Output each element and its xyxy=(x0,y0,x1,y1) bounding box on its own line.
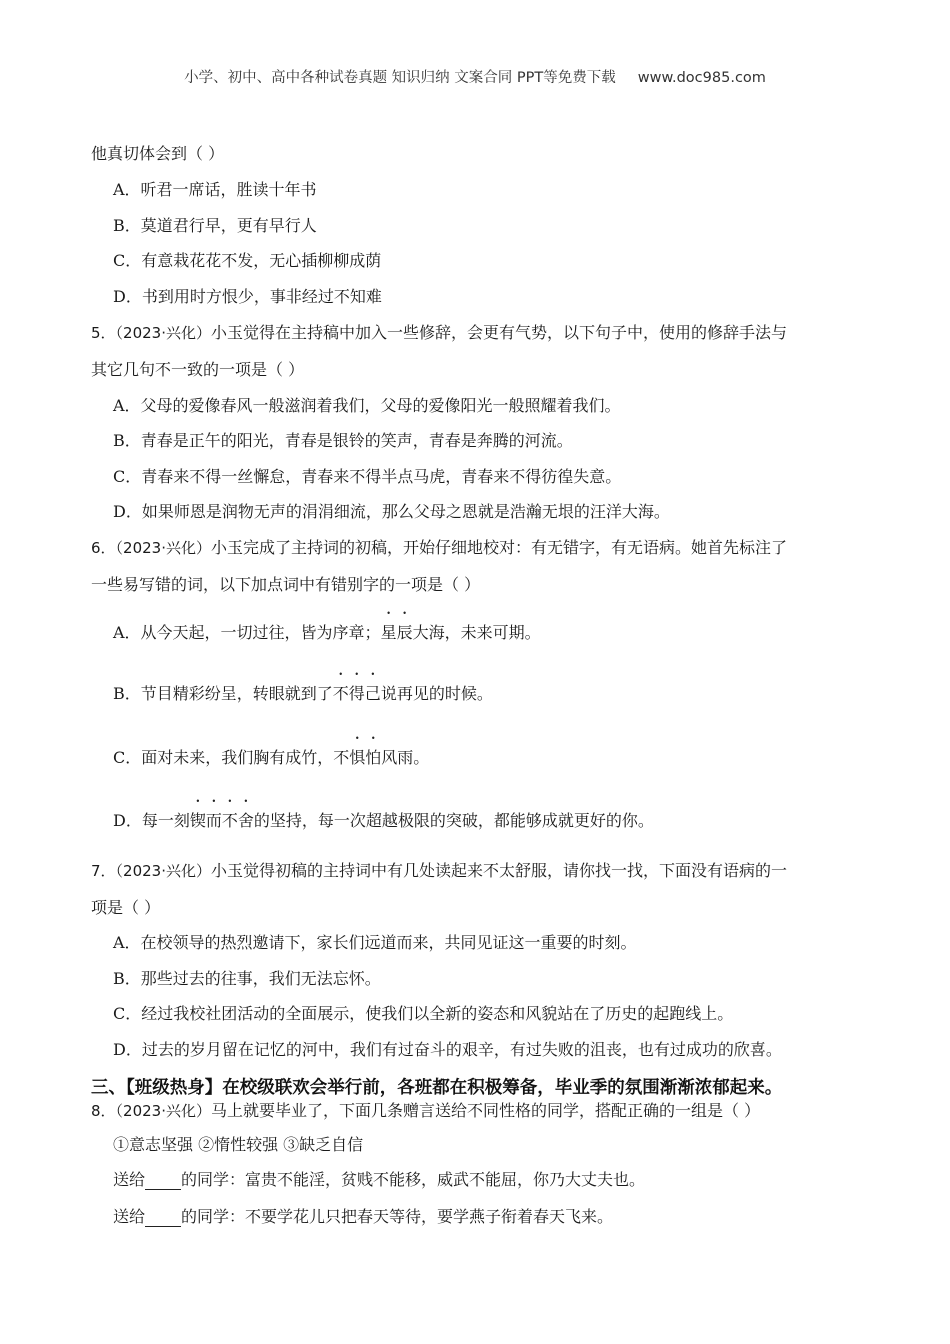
q7-option-c: C．经过我校社团活动的全面展示，使我们以全新的姿态和风貌站在了历史的起跑线上。 xyxy=(113,1004,734,1023)
q7-source: （2023·兴化） xyxy=(115,862,211,880)
dotted-char: 惧 xyxy=(349,748,366,767)
q5-source: （2023·兴化） xyxy=(115,324,211,342)
q7-number: 7． xyxy=(91,862,116,880)
q4-option-b: B．莫道君行早，更有早行人 xyxy=(113,216,317,235)
q6-stem-line2: 一些易写错的词，以下加点词中有错别字的一项是（ ） xyxy=(91,575,481,594)
q7-option-a: A．在校领导的热烈邀请下，家长们远道而来，共同见证这一重要的时刻。 xyxy=(113,933,637,952)
header-text: 小学、初中、高中各种试卷真题 知识归纳 文案合同 PPT等免费下载 xyxy=(184,70,616,86)
q6-option-d-pre: D．每一刻 xyxy=(113,811,190,830)
q6-option-b xyxy=(113,684,493,704)
q6-option-a xyxy=(113,623,541,643)
dotted-char: 锲 xyxy=(189,811,206,830)
q6-number: 6． xyxy=(91,539,116,557)
q8-number: 8． xyxy=(91,1102,116,1120)
q8-stem-text: 马上就要毕业了，下面几条赠言送给不同性格的同学，搭配正确的一组是（ ） xyxy=(211,1101,761,1120)
dotted-char: 舍 xyxy=(237,811,254,830)
q8-line-1-pre: 送给 xyxy=(113,1170,146,1189)
q8-stem xyxy=(91,1101,760,1121)
q6-option-d xyxy=(113,811,654,831)
q6-option-d-post: 的坚持，每一次超越极限的突破，都能够成就更好的你。 xyxy=(253,811,654,830)
q5-number: 5． xyxy=(91,324,116,342)
q8-line-2-pre: 送给 xyxy=(113,1207,146,1226)
page-header xyxy=(0,66,950,87)
q8-line-2 xyxy=(113,1207,613,1227)
answer-blank[interactable] xyxy=(145,1173,181,1190)
q7-stem-text: 小玉觉得初稿的主持词中有几处读起来不太舒服，请你找一找，下面没有语病的一 xyxy=(211,861,788,880)
header-site: www.doc985.com xyxy=(637,70,766,86)
q6-option-c xyxy=(113,748,429,768)
q5-stem-line2: 其它几句不一致的一项是（ ） xyxy=(91,360,305,379)
dotted-char: 己 xyxy=(364,684,381,703)
q5-option-a: A．父母的爱像春风一般滋润着我们，父母的爱像阳光一般照耀着我们。 xyxy=(113,396,621,415)
q4-option-a: A．听君一席话，胜读十年书 xyxy=(113,180,317,199)
dotted-char: 不 xyxy=(221,811,238,830)
answer-blank[interactable] xyxy=(145,1210,181,1227)
q5-option-d: D．如果师恩是润物无声的涓涓细流，那么父母之恩就是浩瀚无垠的汪洋大海。 xyxy=(113,502,670,521)
dotted-char: 星 xyxy=(380,623,397,642)
q6-option-a-post: 大海，未来可期。 xyxy=(412,623,541,642)
dotted-char: 怕 xyxy=(365,748,382,767)
dotted-char: 辰 xyxy=(396,623,413,642)
q4-option-d: D．书到用时方恨少，事非经过不知难 xyxy=(113,287,382,306)
q5-stem-text: 小玉觉得在主持稿中加入一些修辞，会更有气势，以下句子中，使用的修辞手法与 xyxy=(211,323,788,342)
q7-option-d: D．过去的岁月留在记忆的河中，我们有过奋斗的艰辛，有过失败的沮丧，也有过成功的欣喜。 xyxy=(113,1040,782,1059)
q7-stem-line2: 项是（ ） xyxy=(91,898,161,917)
q7-stem-line1 xyxy=(91,861,787,881)
q5-option-c: C．青春来不得一丝懈怠，青春来不得半点马虎，青春来不得彷徨失意。 xyxy=(113,467,622,486)
q6-option-b-pre: B．节目精彩纷呈，转眼就到了 xyxy=(113,684,333,703)
q6-stem-text: 小玉完成了主持词的初稿，开始仔细地校对：有无错字，有无语病。她首先标注了 xyxy=(211,538,788,557)
q4-option-c: C．有意栽花花不发，无心插柳柳成荫 xyxy=(113,251,382,270)
dotted-char: 不 xyxy=(332,684,349,703)
q8-line-1-post: 的同学：富贵不能淫，贫贱不能移，威武不能屈，你乃大丈夫也。 xyxy=(181,1170,646,1189)
q8-line-1 xyxy=(113,1170,645,1190)
q6-stem-line1 xyxy=(91,538,787,558)
q5-stem-line1 xyxy=(91,323,787,343)
q4-stem-tail: 他真切体会到（ ） xyxy=(91,144,225,163)
section-3-title: 三、【班级热身】在校级联欢会举行前，各班都在积极筹备，毕业季的氛围渐渐浓郁起来。 xyxy=(91,1078,783,1098)
dotted-char: 而 xyxy=(205,811,222,830)
q8-choices: ①意志坚强 ②惰性较强 ③缺乏自信 xyxy=(113,1135,364,1154)
q8-source: （2023·兴化） xyxy=(115,1102,211,1120)
q6-source: （2023·兴化） xyxy=(115,539,211,557)
q7-option-b: B．那些过去的往事，我们无法忘怀。 xyxy=(113,969,381,988)
q6-option-b-post: 说再见的时候。 xyxy=(380,684,493,703)
dotted-char: 得 xyxy=(348,684,365,703)
q6-option-a-pre: A．从今天起，一切过往，皆为序章； xyxy=(113,623,381,642)
q5-option-b: B．青春是正午的阳光，青春是银铃的笑声，青春是奔腾的河流。 xyxy=(113,431,573,450)
q6-option-c-post: 风雨。 xyxy=(381,748,430,767)
q6-option-c-pre: C．面对未来，我们胸有成竹，不 xyxy=(113,748,350,767)
q8-line-2-post: 的同学：不要学花儿只把春天等待，要学燕子衔着春天飞来。 xyxy=(181,1207,614,1226)
